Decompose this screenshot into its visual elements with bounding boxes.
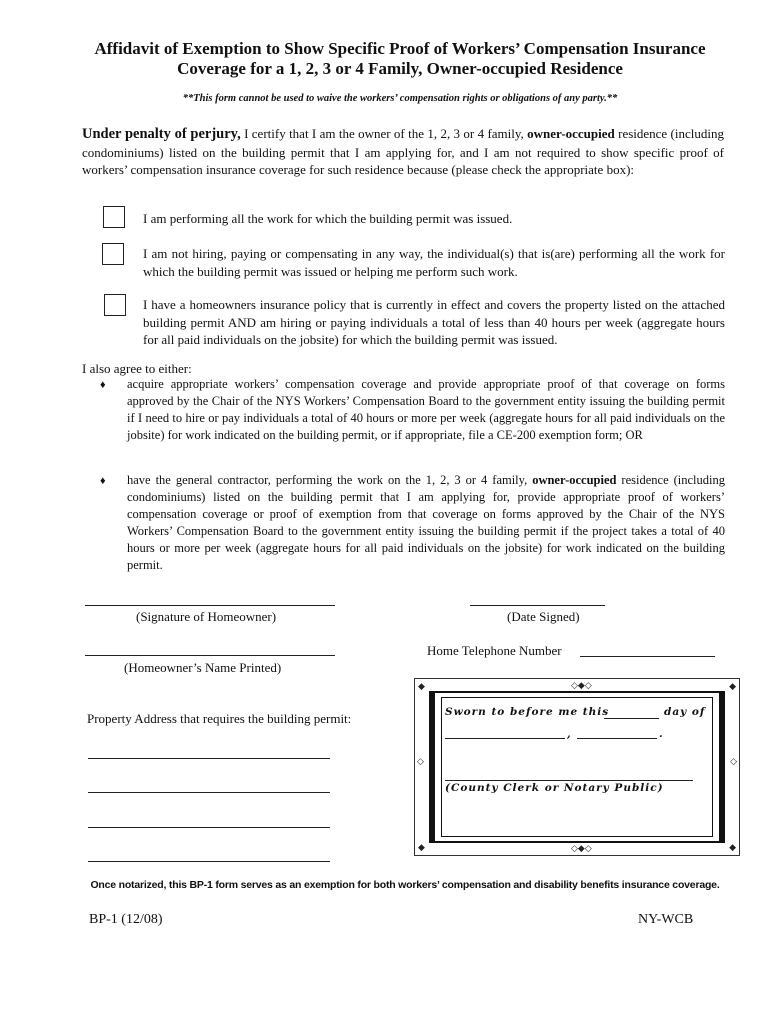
title-line-2: Coverage for a 1, 2, 3 or 4 Family, Owner-occupied Residence [177,59,623,78]
title-line-1: Affidavit of Exemption to Show Specific Proof of Workers’ Compensation Insurance [94,39,706,58]
bullet2-emphasis: owner-occupied [532,473,617,487]
bullet-diamond-icon: ♦ [100,379,106,391]
form-id: BP-1 (12/08) [89,912,163,927]
sworn-before-text: Sworn to before me this [445,706,610,718]
homeowner-name-line[interactable] [85,655,335,656]
corner-ornament-icon: ◆ [729,842,736,852]
bullet2-text-b: residence (including condominiums) listed on the building permit that I am applying for, provide appropriate proof of workers’ compensation coverage or proof of exemption from that coverage on forms approved by the Chair of the NYS Workers’ Compensation Board to the government entity issuing the building permit if the project takes a total of 40 hours or more per week (aggregate hours for all paid individuals on the jobsite) for work indicated on the building permit. [127,473,725,572]
option-1-text: I am performing all the work for which the building permit was issued. [143,211,513,226]
address-line-1[interactable] [88,758,330,759]
address-line-3[interactable] [88,827,330,828]
agency-code: NY-WCB [638,912,694,927]
home-phone-label: Home Telephone Number [427,643,562,658]
day-of-text: day of [664,706,706,718]
period-text: . [659,728,664,740]
corner-ornament-icon: ◆ [418,842,425,852]
bullet-diamond-icon: ♦ [100,475,106,487]
agree-heading: I also agree to either: [82,361,192,376]
intro-text-a: I certify that I am the owner of the 1, 2, 3 or 4 family, [240,126,528,141]
form-title [60,39,740,79]
sworn-year-line[interactable] [577,738,657,739]
ornament-icon: ◇◆◇ [571,843,592,853]
county-clerk-label: (County Clerk or Notary Public) [445,782,664,794]
notary-frame [414,678,740,856]
sworn-day-line[interactable] [604,718,659,719]
ornament-icon: ◇ [730,756,737,766]
option-3-text: I have a homeowners insurance policy that is currently in effect and covers the property listed on the attached building permit AND am hiring or paying individuals a total of less than 40 hours per week (aggregate hours for all paid individuals on the jobsite) for which the building permit was issued. [143,297,725,347]
date-signed-line[interactable] [470,605,605,606]
notary-border [429,691,725,843]
agree-bullet-1: acquire appropriate workers’ compensation coverage and provide appropriate proof of that coverage on forms approved by the Chair of the NYS Workers’ Compensation Board to the government entity issuing the building permit if I need to hire or pay individuals a total of 40 hours or more per week (aggregate hours for all paid individuals on the jobsite) for work indicated on the building permit, or if appropriate, file a CE-200 exemption form; OR [127,377,725,442]
comma-text: , [567,728,572,740]
homeowner-name-label: (Homeowner’s Name Printed) [124,660,282,675]
ornament-icon: ◇ [417,756,424,766]
agree-bullet-2 [127,472,725,574]
option-2-text: I am not hiring, paying or compensating in any way, the individual(s) that is(are) performing all the work for which the building permit was issued or helping me perform such work. [143,246,725,279]
checkbox-option-3[interactable] [104,294,126,316]
intro-text-b: residence (including condominiums) listed on the building permit that I am applying for, and I am not required to show specific proof of workers’ compensation insurance coverage for such residence because (please check the appropriate box): [82,126,724,177]
form-subtitle: **This form cannot be used to waive the workers’ compensation rights or obligations of any party.** [182,93,618,104]
intro-emphasis: owner-occupied [527,126,615,141]
corner-ornament-icon: ◆ [729,681,736,691]
address-line-2[interactable] [88,792,330,793]
notary-content [441,697,713,837]
homeowner-signature-line[interactable] [85,605,335,606]
checkbox-option-1[interactable] [103,206,125,228]
address-line-4[interactable] [88,861,330,862]
notary-signature-line[interactable] [445,780,693,781]
checkbox-option-2[interactable] [102,243,124,265]
intro-lead: Under penalty of perjury, [82,126,241,142]
homeowner-signature-label: (Signature of Homeowner) [136,609,277,624]
notarization-note: Once notarized, this BP-1 form serves as an exemption for both workers’ compensation and disability benefits insurance coverage. [90,879,720,891]
property-address-label: Property Address that requires the building permit: [87,711,352,726]
intro-paragraph [82,125,724,179]
bullet2-text-a: have the general contractor, performing the work on the 1, 2, 3 or 4 family, [127,473,533,487]
ornament-icon: ◇◆◇ [571,680,592,690]
corner-ornament-icon: ◆ [418,681,425,691]
home-phone-line[interactable] [580,656,715,657]
sworn-month-line[interactable] [445,738,565,739]
date-signed-label: (Date Signed) [507,609,580,624]
